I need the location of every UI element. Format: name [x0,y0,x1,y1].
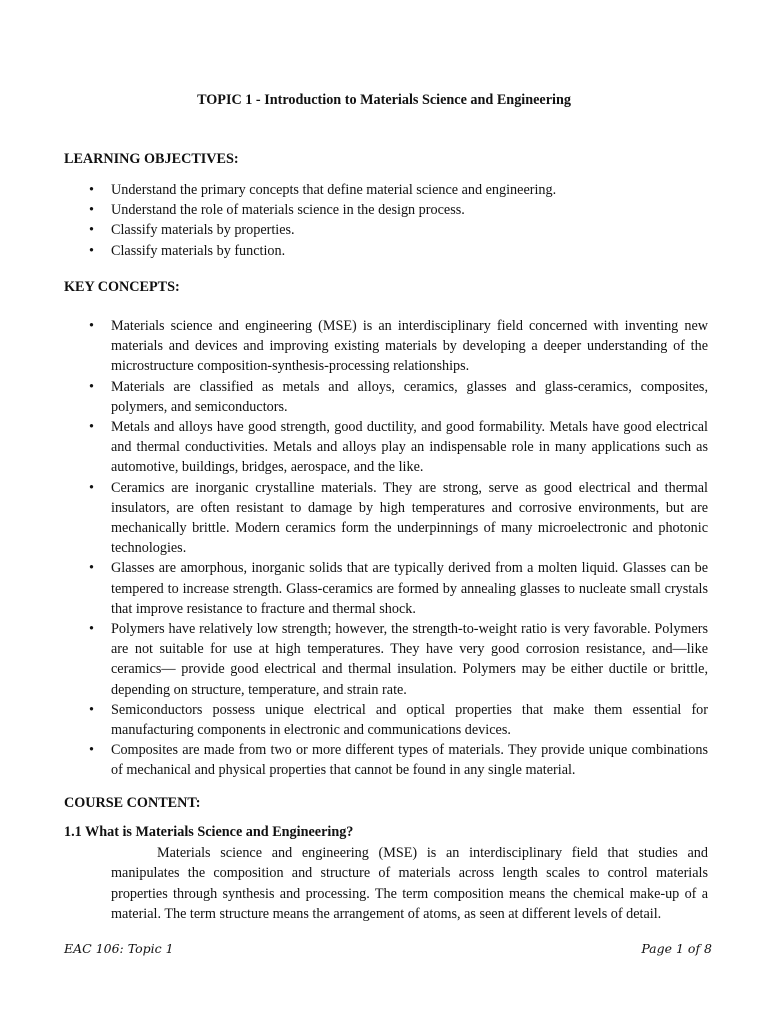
list-item: • Understand the role of materials science in the design process. [64,200,624,220]
list-item: • Polymers have relatively low strength; however, the strength-to-weight ratio is very favorable. Polymers are not suitable for use at high temperatures. They have very good corrosion resistance, and—like ceramics— provide good electrical and thermal insulation. Polymers may be either ductile or brittle, depending on structure, temperature, and strain rate. [64,619,708,700]
footer-course-label: EAC 106: Topic 1 [64,941,174,956]
list-item: • Materials science and engineering (MSE) is an interdisciplinary field concerned with inventing new materials and devices and improving existing materials by developing a deeper understanding of the microstructure composition-synthesis-processing relationships. [64,316,708,377]
list-item: • Metals and alloys have good strength, good ductility, and good formability. Metals have good electrical and thermal conductivities. Metals and alloys play an indispensable role in many applications such as automotive, buildings, bridges, aerospace, and the like. [64,417,708,478]
list-item: • Understand the primary concepts that define material science and engineering. [64,180,624,200]
document-title: TOPIC 1 - Introduction to Materials Science and Engineering [197,92,571,108]
list-item: • Semiconductors possess unique electrical and optical properties that make them essential for manufacturing components in electronic and communications devices. [64,700,708,740]
list-item: • Glasses are amorphous, inorganic solids that are typically derived from a molten liquid. Glasses can be tempered to increase strength. Glass-ceramics are formed by annealing glasses to nucleate small crystals that improve resistance to fracture and thermal shock. [64,558,708,619]
section-title: 1.1 What is Materials Science and Engineering? [64,824,354,840]
list-item: • Ceramics are inorganic crystalline materials. They are strong, serve as good electrical and thermal insulators, are often resistant to damage by high temperatures and corrosive environments, but are mechanically brittle. Modern ceramics form the underpinnings of many microelectronic and photonic technologies. [64,478,708,559]
list-item: • Classify materials by properties. [64,220,624,240]
key-concepts-list [64,316,708,781]
section-paragraph: Materials science and engineering (MSE) is an interdisciplinary field that studies and manipulates the composition and structure of materials across length scales to control materials properties through synthesis and processing. The term composition means the chemical make-up of a material. The term structure means the arrangement of atoms, as seen at different levels of detail. [111,845,708,923]
list-item: • Composites are made from two or more different types of materials. They provide unique combinations of mechanical and physical properties that cannot be found in any single material. [64,740,708,780]
learning-objectives-heading: LEARNING OBJECTIVES: [64,151,239,167]
list-item: • Materials are classified as metals and alloys, ceramics, glasses and glass-ceramics, composites, polymers, and semiconductors. [64,377,708,417]
list-item: • Classify materials by function. [64,241,624,261]
key-concepts-heading: KEY CONCEPTS: [64,279,180,295]
course-content-heading: COURSE CONTENT: [64,795,201,811]
footer-page-number: Page 1 of 8 [641,941,712,956]
learning-objectives-list [64,180,624,261]
